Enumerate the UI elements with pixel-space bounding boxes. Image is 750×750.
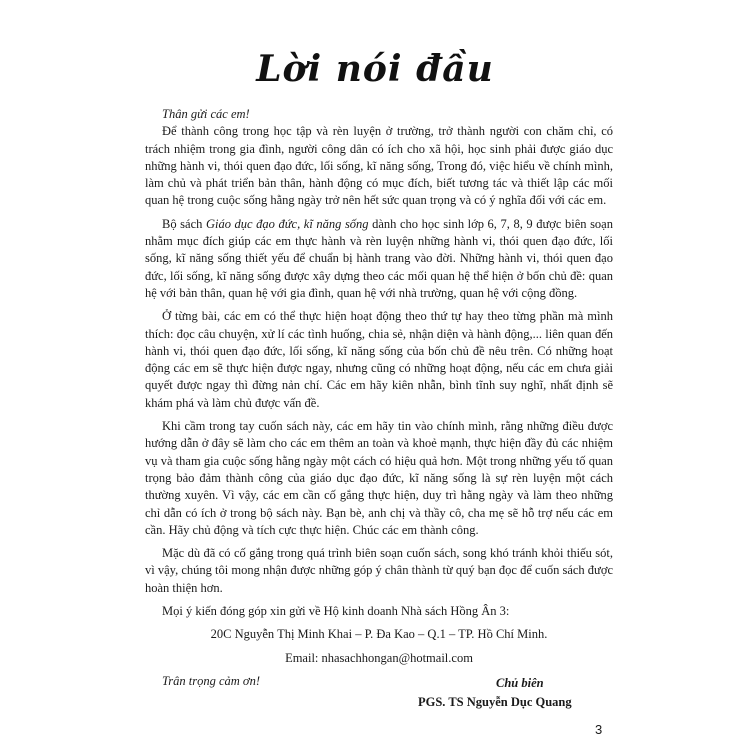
book-paragraph-prefix: Bộ sách [162, 216, 206, 231]
preface-body [145, 106, 613, 690]
greeting: Thân gửi các em! [162, 107, 250, 121]
signature-name: PGS. TS Nguyễn Dục Quang [418, 695, 572, 709]
book-paragraph-rest: dành cho học sinh lớp 6, 7, 8, 9 được biên soạn nhằm mục đích giúp các em thực hành và rèn luyện những hành vi, thói quen đạo đức, lối sống, kĩ năng sống thiết yếu để chuẩn bị hành trang vào đời. Những hành vi, thói quen đạo đức, lối sống, kĩ năng sống được xây dựng theo các mối quan hệ thể hiện ở bốn chủ đề: quan hệ với bản thân, quan hệ với gia đình, quan hệ với nhà trường, quan hệ với cộng đồng. [145, 216, 613, 300]
signature-role: Chủ biên [496, 676, 544, 690]
paragraph-3: Ở từng bài, các em có thể thực hiện hoạt động theo thứ tự hay theo từng phần mà mình thích: đọc câu chuyện, xử lí các tình huống, chia sẻ, nhận diện và hành động,... liên quan đến hành vi, thói quen đạo đức, lối sống, kĩ năng sống của bốn chủ đề nêu trên. Có những hoạt động các em sẽ thực hiện được ngay, nhưng cũng có những hoạt động, nếu các em chưa giải quyết được ngay thì đừng nản chí. Các em hãy kiên nhẫn, bình tĩnh suy nghĩ, nhất định sẽ khám phá và làm chủ được vấn đề. [145, 309, 613, 410]
paragraph-6: Mọi ý kiến đóng góp xin gửi về Hộ kinh doanh Nhà sách Hồng Ân 3: [162, 604, 510, 619]
closing-line: Trân trọng cảm ơn! [162, 673, 260, 688]
email-line: Email: nhasachhongan@hotmail.com [285, 650, 473, 665]
address-line: 20C Nguyễn Thị Minh Khai – P. Đa Kao – Q.1 – TP. Hồ Chí Minh. [210, 627, 548, 642]
paragraph-5: Mặc dù đã có cố gắng trong quá trình biên soạn cuốn sách, song khó tránh khỏi thiếu sót, vì vậy, chúng tôi mong nhận được những góp ý chân thành từ quý bạn đọc để cuốn sách được hoàn thiện hơn. [145, 546, 613, 595]
page-number: 3 [595, 722, 603, 737]
paragraph-1: Để thành công trong học tập và rèn luyện ở trường, trở thành người con chăm chỉ, có trách nhiệm trong gia đình, người công dân có ích cho xã hội, học sinh phải được giáo dục những hành vi, thói quen đạo đức, lối sống, kĩ năng sống, Trong đó, việc hiểu về chính mình, làm chủ và phát triển bản thân, hành động có mục đích, biết tương tác và thiết lập các mối quan hệ trong cuộc sống hằng ngày trở nên hết sức quan trọng và có ý nghĩa đối với các em. [145, 124, 613, 208]
page-title: Lời nói đầu [256, 48, 494, 90]
book-series-title: Giáo dục đạo đức, kĩ năng sống [205, 216, 369, 231]
paragraph-book-series [145, 216, 613, 302]
paragraph-4: Khi cầm trong tay cuốn sách này, các em hãy tin vào chính mình, rằng những điều được hướng dẫn ở đây sẽ làm cho các em thêm an toàn và khoẻ mạnh, thực hiện đầy đủ các nhiệm vụ và tham gia cuộc sống hằng ngày một cách có hiệu quả hơn. Một trong những yếu tố quan trọng bảo đảm thành công của giáo dục đạo đức, kĩ năng sống là sự rèn luyện một cách thường xuyên. Vì vậy, các em cần cố gắng thực hiện, duy trì hằng ngày và làm theo những chỉ dẫn có ích ở trong bộ sách này. Bạn bè, anh chị và thầy cô, cha mẹ sẽ hỗ trợ nếu các em cần. Hãy chủ động và tích cực thực hiện. Chúc các em thành công. [145, 419, 613, 537]
